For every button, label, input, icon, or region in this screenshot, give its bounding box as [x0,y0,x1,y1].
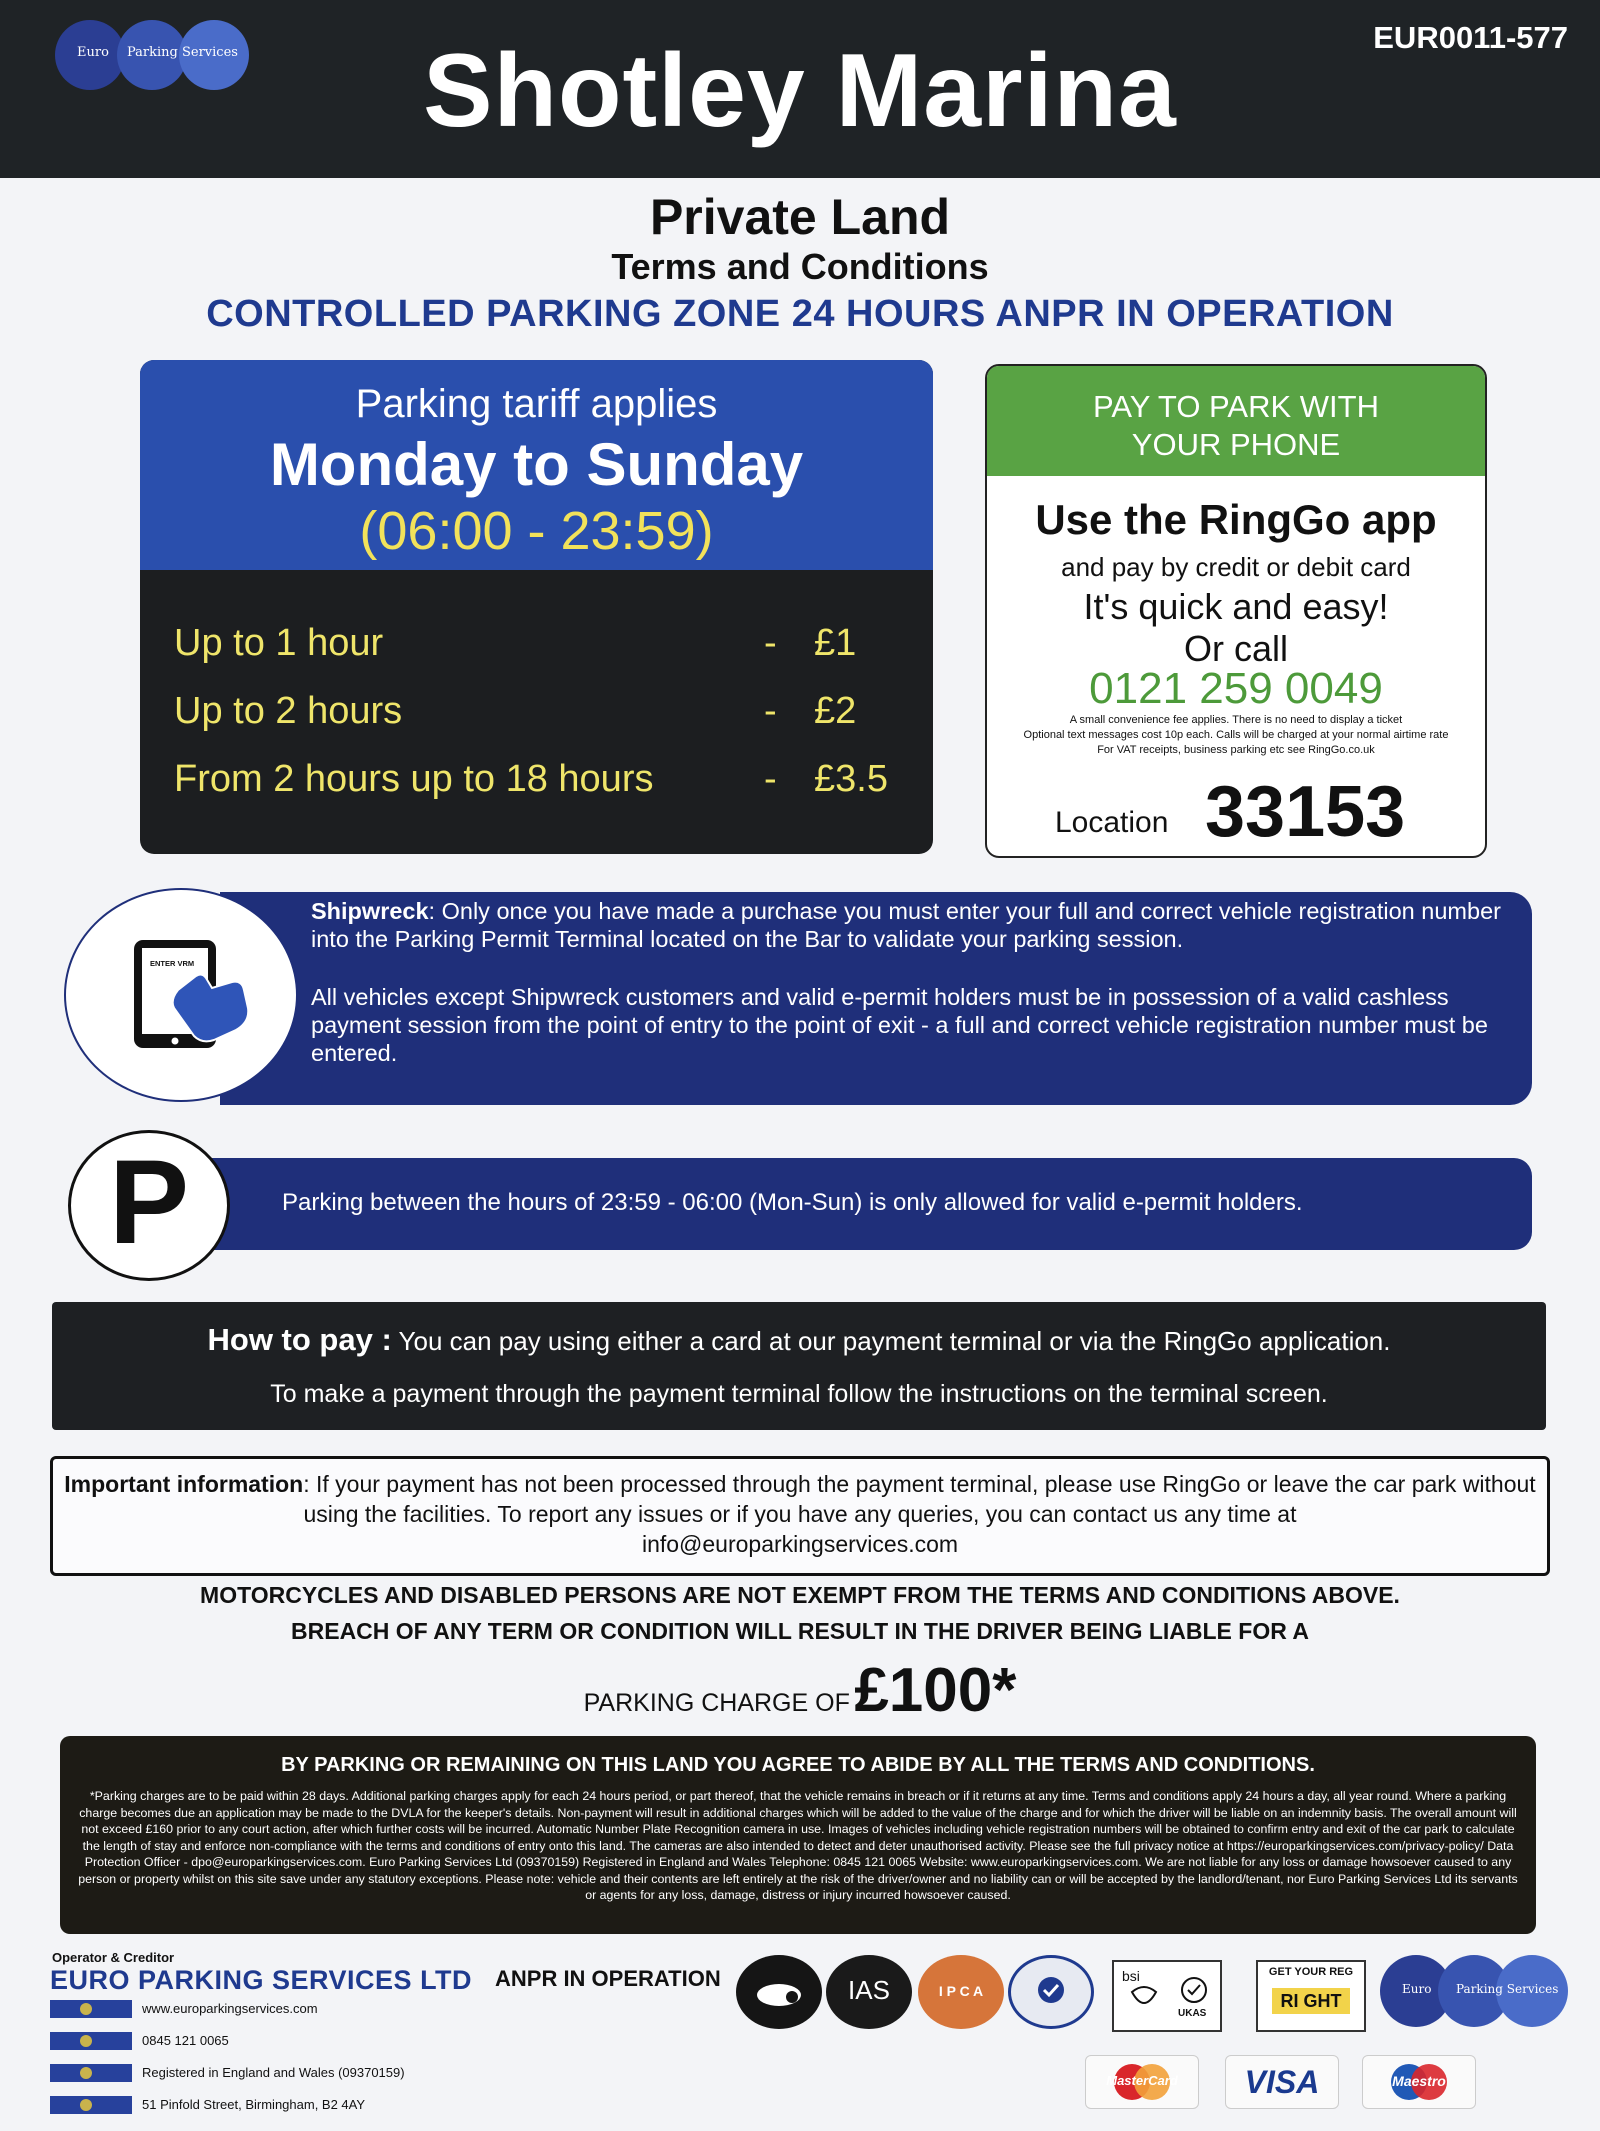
contact-website: www.europarkingservices.com [50,2000,470,2020]
tariff-row [174,622,908,672]
shipwreck-text [311,897,1511,1097]
tariff-row [174,690,908,740]
shipwreck-text1: : Only once you have made a purchase you must enter your full and correct vehicle registration number into the Parking Permit Terminal located on the Bar to validate your parking session. [311,898,1501,952]
euro-parking-logo-footer: Euro Parking Services [1380,1955,1570,2027]
terms-small-print: *Parking charges are to be paid within 28 days. Additional parking charges apply for each 24 hours period, or part thereof, that the vehicle remains in breach or if it returns at any time. Terms and conditions apply 24 hours a day, all year round. Where a parking charge becomes due an application may be made to the DVLA for the keeper's details. Non-payment will result in additional charges which will be added to the value of the charge and for which the driver will be liable on an indemnity basis. The overall amount will not exceed £160 prior to any court action, after which further costs will be incurred. Automatic Number Plate Recognition camera in use. Images of vehicles including vehicle registration numbers will be obtained to confirm entry and exit of the car park to calculate the length of stay and enforce non-compliance with the terms and conditions of entry onto this land. The cameras are also intended to detect and deter unauthorised activity. Please see the full privacy notice at https://europarkingservices.com/privacy-policy/ Data Protection Officer - dpo@europarkingservices.com. Euro Parking Services Ltd (09370159) Registered in England and Wales Telephone: 0845 121 0065 Website: www.europarkingservices.com. We are not liable for any loss or damage howsoever caused to any person or property whilst on this site save under any statutory exceptions. Please note: vehicle and their contents are left entirely at the risk of the driver/owner and no liability can or will be accepted by the landlord/tenant, nor Euro Parking Services Ltd its servants or agents for any loss, damage, distress or injury incurred howsoever caused. [78,1789,1518,1902]
logo-text-euro: Euro [77,45,109,60]
anpr-notice: ANPR IN OPERATION [495,1966,721,1991]
visa-logo: VISA [1225,2055,1339,2109]
contact-address: 51 Pinfold Street, Birmingham, B2 4AY [50,2096,470,2116]
flag-icon [50,2064,132,2082]
tariff-duration: Up to 1 hour [174,622,384,664]
sign-reference: EUR0011-577 [1373,20,1568,55]
contact-phone: 0845 121 0065 [50,2032,470,2052]
tariff-panel [140,360,933,854]
ringgo-small-line2: Optional text messages cost 10p each. Calls will be charged at your normal airtime rate [1023,729,1449,741]
permit-text: Parking between the hours of 23:59 - 06:00 (Mon-Sun) is only allowed for valid e-permit holders. [282,1189,1303,1216]
important-label: Important information [64,1471,304,1497]
shipwreck-label: Shipwreck [311,898,429,924]
maestro-logo: Maestro [1362,2055,1476,2109]
enter-vrm-label: ENTER VRM [150,959,195,968]
terms-panel [60,1736,1536,1934]
contact-registration: Registered in England and Wales (09370159) [50,2064,470,2084]
parking-charge [0,1655,1600,1726]
ringgo-call-text: Or call [1183,628,1288,669]
tariff-price: £3.5 [814,758,888,800]
heading-private-land: Private Land [649,189,951,245]
tariff-header [140,360,933,570]
tariff-days: Monday to Sunday [269,431,804,498]
flag-icon [50,2032,132,2050]
site-title: Shotley Marina [423,33,1177,149]
tariff-duration: From 2 hours up to 18 hours [174,758,654,800]
important-info-panel [50,1456,1550,1576]
header-bar [0,0,1600,178]
ringgo-phone-number: 0121 259 0049 [1089,664,1383,713]
heading-controlled-zone: CONTROLLED PARKING ZONE 24 HOURS ANPR IN OPERATION [206,293,1394,335]
important-email: info@europarkingservices.com [641,1531,959,1557]
operator-name: EURO PARKING SERVICES LTD [50,1965,473,1995]
ringgo-title-line2: YOUR PHONE [1131,427,1341,462]
charge-prefix: PARKING CHARGE OF [583,1689,850,1717]
how-to-pay-line2: To make a payment through the payment terminal follow the instructions on the terminal screen. [270,1380,1328,1408]
ringgo-small-line3: For VAT receipts, business parking etc see RingGo.co.uk [1097,744,1375,756]
logo-text-parking-services: Parking Services [127,45,238,60]
flag-icon [50,2000,132,2018]
bsi-ukas-badge: bsi UKAS [1112,1960,1222,2032]
ringgo-pay-text: and pay by credit or debit card [1061,552,1411,582]
tariff-dash: - [764,690,777,732]
parking-p-letter: P [108,1135,190,1269]
charge-amount: £100* [854,1656,1017,1725]
tariff-dash: - [764,758,777,800]
tariff-hours: (06:00 - 23:59) [359,501,714,561]
phone-tap-icon [66,890,296,1100]
ringgo-panel [985,364,1487,858]
tariff-price: £1 [814,622,857,664]
flag-icon [50,2096,132,2114]
how-to-pay-line1: You can pay using either a card at our payment terminal or via the RingGo application. [391,1326,1391,1356]
tariff-dash: - [764,622,777,664]
safecontractor-badge [1008,1955,1094,2029]
ias-badge: IAS [826,1955,912,2029]
tariff-row [174,758,908,808]
ringgo-location-number: 33153 [1205,772,1406,852]
ringgo-small-print [997,713,1475,758]
important-text: : If your payment has not been processed through the payment terminal, please use RingGo or leave the car park without using the facilities. To report any issues or if you have any queries, you can contact us any time at [303,1471,1536,1527]
mastercard-logo: MasterCard [1085,2055,1199,2109]
ringgo-small-line1: A small convenience fee applies. There is no need to display a ticket [1069,714,1403,726]
tariff-price: £2 [814,690,857,732]
ipc-badge: I P C A [918,1955,1004,2029]
terms-heading: BY PARKING OR REMAINING ON THIS LAND YOU AGREE TO ABIDE BY ALL THE TERMS AND CONDITIONS. [281,1754,1315,1776]
tariff-duration: Up to 2 hours [174,690,403,732]
cctv-camera-icon [736,1955,822,2029]
shipwreck-text2: All vehicles except Shipwreck customers and valid e-permit holders must be in possession of a valid cashless payment session from the point of entry to the point of exit - a full and correct vehicle registration number must be entered. [311,984,1488,1066]
ringgo-header [987,366,1485,476]
ringgo-quick-text: It's quick and easy! [1083,586,1389,627]
tariff-applies: Parking tariff applies [355,382,718,426]
phone-tap-circle [64,888,298,1102]
ringgo-location-label: Location [1055,806,1169,839]
get-your-reg-right-badge: GET YOUR REG RI GHT [1256,1960,1366,2032]
how-to-pay-panel [52,1302,1546,1430]
ringgo-title-line1: PAY TO PARK WITH [1093,389,1379,424]
exemption-warning: MOTORCYCLES AND DISABLED PERSONS ARE NOT EXEMPT FROM THE TERMS AND CONDITIONS ABOVE. [200,1582,1400,1608]
breach-warning: BREACH OF ANY TERM OR CONDITION WILL RESULT IN THE DRIVER BEING LIABLE FOR A [291,1618,1309,1644]
heading-terms: Terms and Conditions [611,246,989,287]
ringgo-app-text: Use the RingGo app [1035,496,1437,543]
how-to-pay-label: How to pay : [207,1322,392,1357]
operator-label: Operator & Creditor [52,1950,175,1965]
